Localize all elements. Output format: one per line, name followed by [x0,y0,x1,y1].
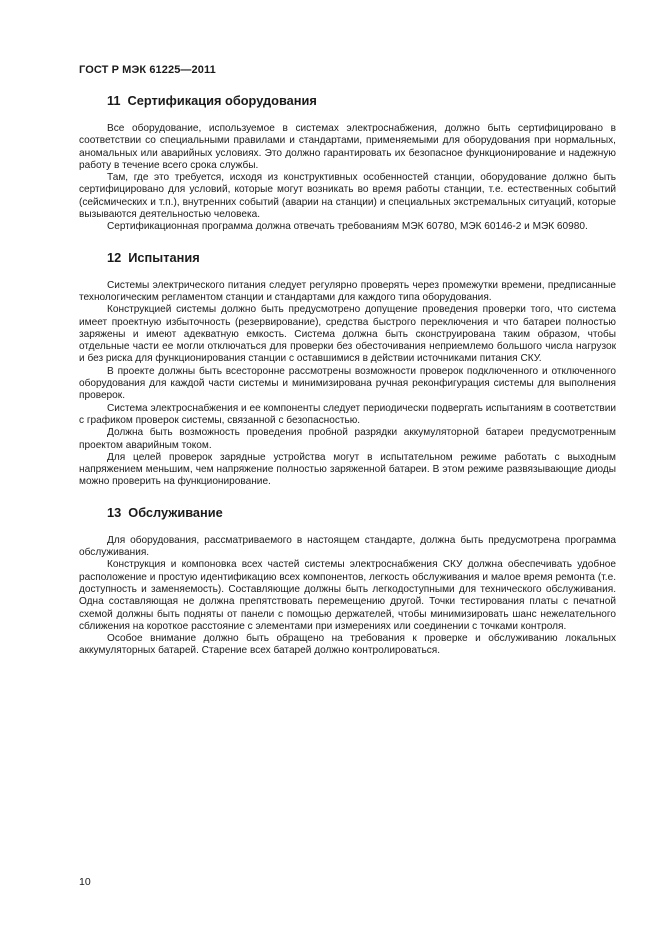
paragraph: Конструкцией системы должно быть предусмотрено допущение проведения проверки того, что система имеет проектную избыточность (резервирование), средства быстрого переключения и что батареи полностью заряжены и имеют адекватную емкость. Система должна быть сконструирована таким образом, чтобы отдельные части ее могли отключаться для проверки без обесточивания неприемлемо большого числа нагрузок и без риска для функционирования станции с оставшимися в действии источниками питания СКУ. [79,304,616,365]
page-number: 10 [79,876,91,888]
document-code: ГОСТ Р МЭК 61225—2011 [79,64,216,76]
paragraph: Сертификационная программа должна отвечать требованиям МЭК 60780, МЭК 60146-2 и МЭК 60980. [107,221,588,233]
section-number: 11 [107,93,121,108]
paragraph: Система электроснабжения и ее компоненты следует периодически подвергать испытаниям в соответствии с графиком проверок системы, связанной с безопасностью. [79,402,616,426]
document-body [79,92,616,673]
section-number: 12 [107,249,122,265]
section-number: 13 [107,504,122,520]
section-title: Испытания [128,249,200,265]
paragraph: Все оборудование, используемое в системах электроснабжения, должно быть сертифицировано в соответствии со специальными правилами и стандартами, применяемыми для оборудования при нормальных, аномальных или аварийных условиях. Это должно гарантировать их безопасное функционирование и надежную работу в течение всего срока службы. [79,123,616,171]
paragraph: Конструкция и компоновка всех частей системы электроснабжения СКУ должна обеспечивать удобное расположение и простую идентификацию всех компонентов, легкость обслуживания и малое время ремонта (т.е. доступность и заменяемость). Составляющие должны быть легкодоступными для технического обслуживания. Одна составляющая не должна препятствовать перемещению другой. Точки тестирования платы с печатной схемой должны быть подняты от панели с помощью держателей, чтобы минимизировать шанс нежелательного сближения на короткое расстояние с элементами при измерениях или соединении с точками контроля. [79,559,616,632]
paragraph: Особое внимание должно быть обращено на требования к проверке и обслуживанию локальных аккумуляторных батарей. Старение всех батарей должно контролироваться. [79,633,616,657]
paragraph: В проекте должны быть всесторонне рассмотрены возможности проверок подключенного и отключенного оборудования для каждой части системы и минимизирована ручная реконфигурация системы для выполнения проверок. [79,365,616,402]
section-title: Сертификация оборудования [127,93,317,108]
paragraph: Должна быть возможность проведения пробной разрядки аккумуляторной батареи предусмотренным проектом аварийным током. [79,427,616,451]
paragraph: Системы электрического питания следует регулярно проверять через промежутки времени, предписанные технологическим регламентом станции и стандартами для каждого типа оборудования. [79,279,616,303]
paragraph: Для оборудования, рассматриваемого в настоящем стандарте, должна быть предусмотрена программа обслуживания. [79,534,616,559]
section-heading [79,504,616,522]
section-testing [79,249,616,489]
paragraph: Там, где это требуется, исходя из конструктивных особенностей станции, оборудование должно быть сертифицировано для условий, которые могут возникать во время работы станции, т.е. естественных событий (сейсмических и т.п.), внутренних событий (аварии на станции) и специальных экстремальных ситуаций, которые вызываются деятельностью человека. [79,172,616,221]
section-certification [79,92,616,234]
section-maintenance [79,504,616,658]
section-title: Обслуживание [128,504,223,520]
section-heading [79,249,616,267]
section-heading [79,92,616,110]
paragraph: Для целей проверок зарядные устройства могут в испытательном режиме работать с выходным напряжением меньшим, чем напряжение полностью заряженной батареи. В этом режиме развязывающие диоды можно проверить на функционирование. [79,451,616,488]
